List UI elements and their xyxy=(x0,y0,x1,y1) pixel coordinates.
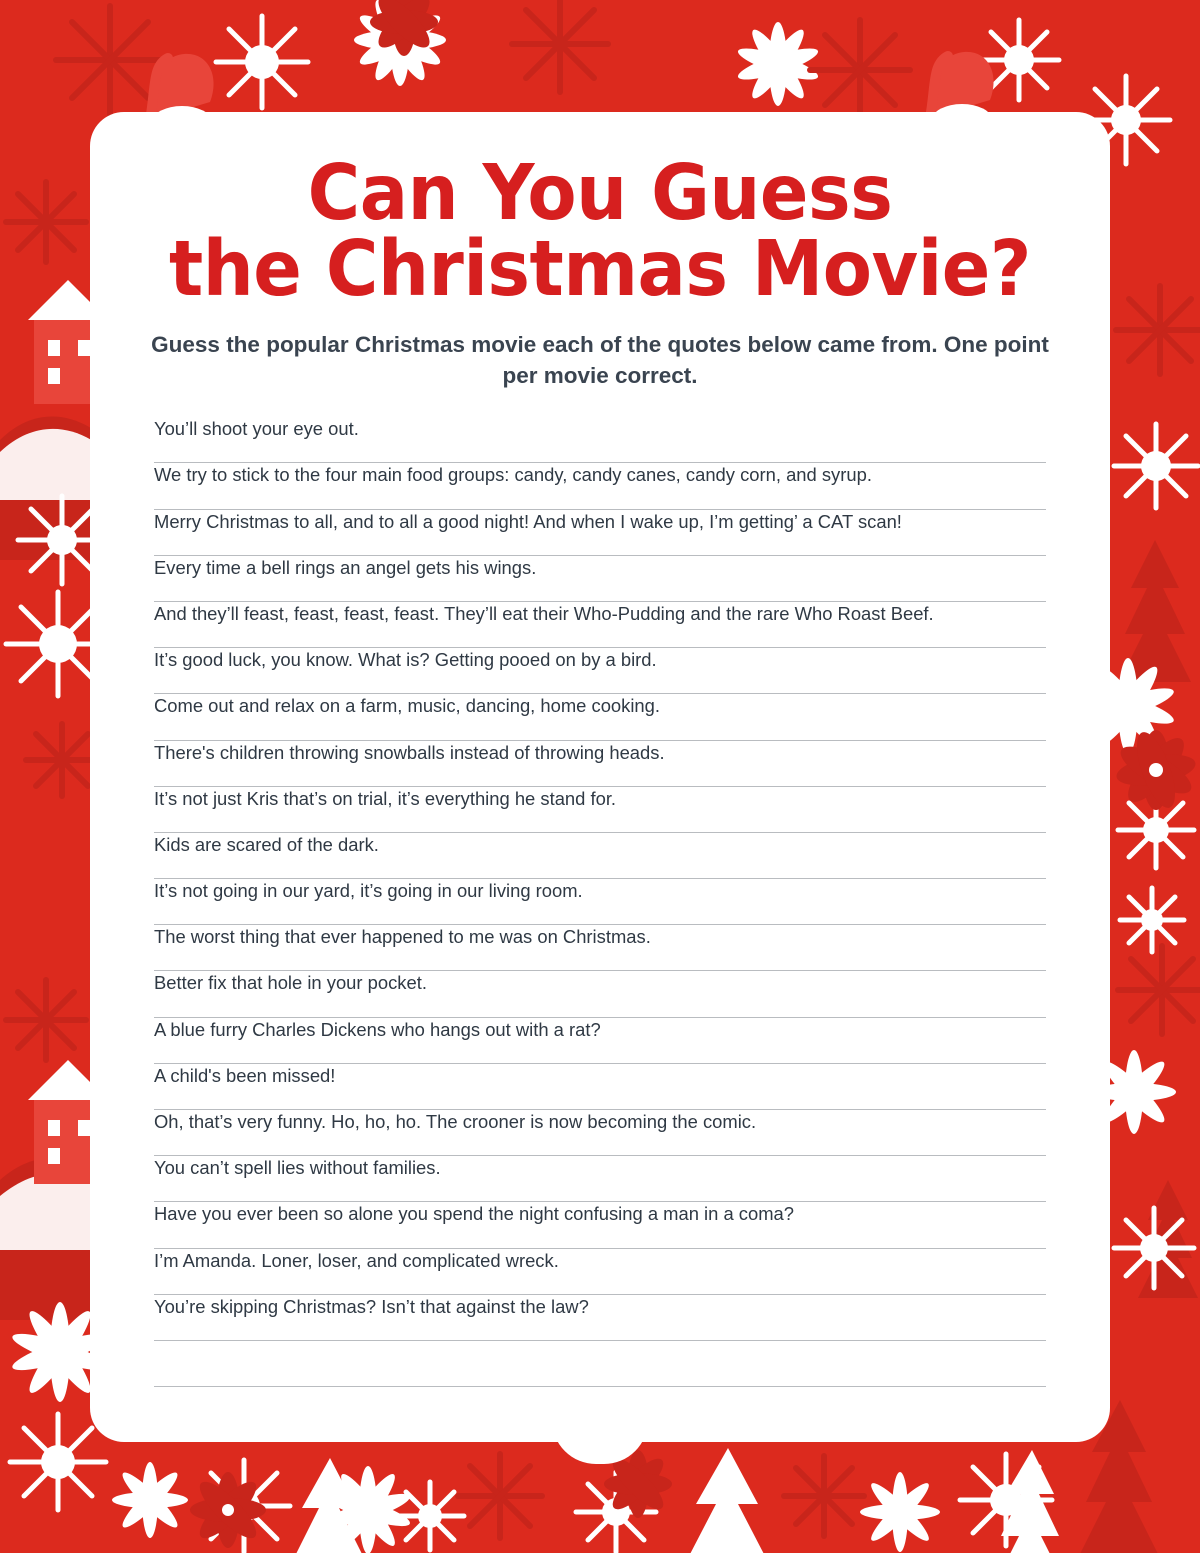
quote-list xyxy=(154,417,1046,1387)
quote-text: I’m Amanda. Loner, loser, and complicated wreck. xyxy=(154,1249,559,1271)
quote-text: Kids are scared of the dark. xyxy=(154,833,379,855)
quote-text: It’s not going in our yard, it’s going in our living room. xyxy=(154,880,583,902)
quote-row[interactable] xyxy=(154,694,1046,740)
quote-text: And they’ll feast, feast, feast, feast. They’ll eat their Who-Pudding and the rare Who Roast Beef. xyxy=(154,602,934,624)
quote-text: A child's been missed! xyxy=(154,1064,336,1086)
quote-text: Better fix that hole in your pocket. xyxy=(154,972,427,994)
quote-text: There's children throwing snowballs instead of throwing heads. xyxy=(154,741,665,763)
quote-text: Merry Christmas to all, and to all a good night! And when I wake up, I’m getting’ a CAT scan! xyxy=(154,510,902,532)
quote-text: Oh, that’s very funny. Ho, ho, ho. The crooner is now becoming the comic. xyxy=(154,1111,757,1132)
quote-row[interactable] xyxy=(154,971,1046,1017)
quote-row[interactable] xyxy=(154,1110,1046,1156)
page-subtitle: Guess the popular Christmas movie each of the quotes below came from. One point per movie correct. xyxy=(151,332,1049,388)
quote-row-blank[interactable] xyxy=(154,1341,1046,1387)
quote-row[interactable] xyxy=(154,463,1046,509)
quote-row[interactable] xyxy=(154,741,1046,787)
quote-row[interactable] xyxy=(154,879,1046,925)
quote-text: You’ll shoot your eye out. xyxy=(154,418,359,440)
quote-text: The worst thing that ever happened to me was on Christmas. xyxy=(154,926,651,948)
quote-row[interactable] xyxy=(154,417,1046,463)
quote-text: It’s good luck, you know. What is? Getting pooed on by a bird. xyxy=(154,649,657,671)
quote-row[interactable] xyxy=(154,556,1046,602)
quote-row[interactable] xyxy=(154,1249,1046,1295)
page-title-line-1: Can You Guess xyxy=(307,149,893,238)
quote-row[interactable] xyxy=(154,1156,1046,1202)
page-title xyxy=(154,149,1047,315)
quote-text: A blue furry Charles Dickens who hangs out with a rat? xyxy=(154,1018,601,1040)
worksheet-card xyxy=(90,112,1110,1442)
quote-row[interactable] xyxy=(154,1202,1046,1248)
quote-row[interactable] xyxy=(154,510,1046,556)
quote-row[interactable] xyxy=(154,833,1046,879)
quote-text: We try to stick to the four main food groups: candy, candy canes, candy corn, and syrup. xyxy=(154,464,872,486)
quote-row[interactable] xyxy=(154,602,1046,648)
quote-row[interactable] xyxy=(154,925,1046,971)
quote-text: It’s not just Kris that’s on trial, it’s everything he stand for. xyxy=(154,787,617,809)
page-title-line-2: the Christmas Movie? xyxy=(169,225,1031,315)
quote-row[interactable] xyxy=(154,1064,1046,1110)
quote-row[interactable] xyxy=(154,1018,1046,1064)
quote-text: You can’t spell lies without families. xyxy=(154,1157,441,1179)
quote-row[interactable] xyxy=(154,1295,1046,1341)
quote-text: Every time a bell rings an angel gets his wings. xyxy=(154,556,537,578)
quote-row[interactable] xyxy=(154,787,1046,833)
quote-text: You’re skipping Christmas? Isn’t that against the law? xyxy=(154,1295,589,1317)
quote-text: Come out and relax on a farm, music, dancing, home cooking. xyxy=(154,695,661,717)
quote-row[interactable] xyxy=(154,648,1046,694)
quote-text: Have you ever been so alone you spend the night confusing a man in a coma? xyxy=(154,1203,795,1225)
